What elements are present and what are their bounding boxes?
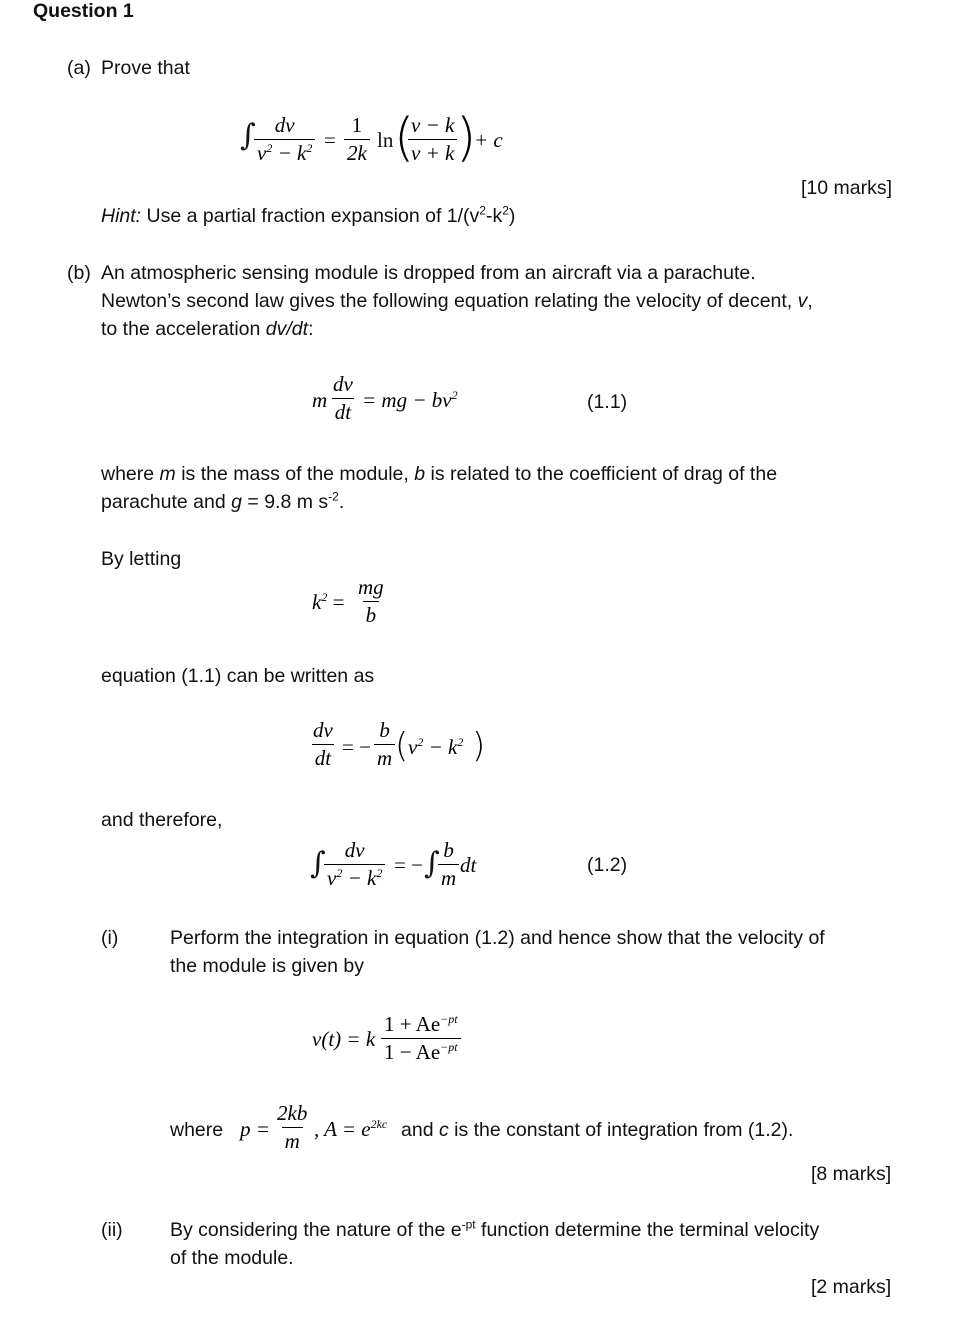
line3-text: to the acceleration [101, 318, 266, 340]
eq11-m: m [312, 388, 328, 412]
part-a-intro: Prove that [101, 57, 190, 79]
two-k: 2k [344, 139, 370, 166]
dvdt-inner: $v^2 - k^2$ [408, 735, 464, 759]
hint-label: Hint: [101, 205, 142, 227]
where2-g: g [231, 491, 242, 513]
sub-i-line1: Perform the integration in equation (1.2) and hence show that the velocity of [170, 927, 825, 949]
line2-text: Newton’s second law gives the following equation relating the velocity of decent, [101, 290, 798, 312]
bm-num: b [379, 718, 390, 742]
eq11-tag: (1.1) [587, 391, 628, 413]
sub-ii-marks: [2 marks] [811, 1276, 892, 1298]
eq12-eqneg: = − [394, 853, 423, 877]
integral-sign: ∫ [240, 118, 256, 153]
hint-text: Use a partial fraction expansion of 1/(v [146, 205, 480, 227]
velocity-symbol: v [797, 290, 808, 312]
tail-c: c [438, 1119, 449, 1141]
lhs-denominator: $v^2 - k^2$ [254, 139, 315, 166]
sub-i-label: (i) [101, 927, 119, 949]
k-symbol: k [312, 590, 322, 614]
k2-num: mg [358, 575, 384, 599]
where2-exp: -2 [328, 489, 339, 504]
part-b-line1: An atmospheric sensing module is dropped from an aircraft via a parachute. [101, 262, 756, 284]
question-title: Question 1 [33, 0, 134, 22]
inner-v: v [408, 735, 418, 759]
line2-comma: , [807, 290, 813, 312]
tail-a: and [401, 1119, 439, 1141]
p-num: 2kb [277, 1101, 308, 1125]
sub-ii-line1-a: By considering the nature of the e [170, 1219, 462, 1241]
where-line1 [101, 460, 777, 488]
fraction-half [344, 113, 370, 166]
eq11-num: dv [333, 372, 353, 396]
part-a-marks: [10 marks] [801, 177, 893, 199]
where-a: where [101, 463, 160, 485]
lhs-numerator: dv [274, 113, 295, 137]
dvdt-num: dv [313, 718, 333, 742]
dvdt-den: dt [312, 744, 334, 771]
hint-end: ) [508, 205, 516, 227]
eq12-dt: dt [460, 853, 477, 877]
eq11-rhs-text: = mg − bv [362, 388, 452, 412]
bm-den: m [374, 744, 395, 771]
sub-i-marks: [8 marks] [811, 1163, 892, 1185]
part-b-label: (b) [67, 262, 91, 284]
k2-fraction [355, 575, 387, 628]
hint: Hint: Use a partial fraction expansion of $1/(v^2-k^2)$ [101, 203, 516, 227]
sub-ii-label: (ii) [101, 1219, 123, 1241]
inner-k: − k [423, 735, 458, 759]
where-c: is related to the coefficient of drag of the [425, 463, 778, 485]
eq11-den: dt [332, 398, 354, 425]
plus-c: + c [474, 128, 503, 152]
p-fraction [274, 1101, 310, 1154]
p-eq: p = [240, 1117, 270, 1141]
part-b-line3 [101, 315, 313, 343]
sub-ii-line1 [170, 1216, 819, 1244]
dvdt-fraction [310, 718, 336, 771]
bm-fraction [374, 718, 395, 771]
sub-i-line2: the module is given by [170, 955, 365, 977]
vt-den-text: 1 − Ae [384, 1040, 441, 1064]
where-label: where [170, 1119, 224, 1141]
ln-numerator: v − k [411, 113, 455, 137]
vt-den [381, 1038, 461, 1065]
vt-num-exp: −pt [440, 1012, 458, 1026]
k2-den: b [363, 601, 380, 628]
where-bvar: b [414, 463, 426, 485]
part-b-line2 [101, 287, 813, 315]
vt-fraction [381, 1012, 461, 1065]
dvdt-paren-left: ( [395, 726, 409, 766]
k-squared: $k^2$ = [312, 590, 345, 614]
where-m: m [159, 463, 176, 485]
where2-end: . [338, 491, 345, 513]
ln-label: ln [377, 128, 394, 152]
tail-b: is the constant of integration from (1.2). [448, 1119, 794, 1141]
eq12-b: b [443, 838, 454, 862]
vt-lhs: v(t) = k [312, 1027, 376, 1051]
by-letting: By letting [101, 548, 182, 570]
where-tail [401, 1116, 793, 1144]
therefore: and therefore, [101, 809, 223, 831]
a-eq [314, 1117, 387, 1142]
where-line2 [101, 488, 344, 516]
dvdt-symbol: dv/dt [265, 318, 309, 340]
eq12-num: dv [344, 838, 365, 862]
where-b1: is the mass of the module, [175, 463, 415, 485]
line3-colon: : [308, 318, 314, 340]
eq12-fraction-right [438, 838, 459, 891]
dvdt-eq: = − [342, 735, 371, 759]
sub-ii-exp: -pt [461, 1217, 476, 1232]
integral-right: ∫ [424, 846, 440, 881]
eq11-rhs: = mg − $bv^2$ [362, 388, 458, 412]
vt-num [381, 1012, 461, 1038]
eq12-den: $v^2 - k^2$ [324, 864, 385, 891]
eq11-fraction [330, 372, 356, 425]
where2-b: = 9.8 m s [241, 491, 329, 513]
eq12-tag: (1.2) [587, 854, 628, 876]
vt-den-exp: −pt [440, 1040, 458, 1054]
eq-written: equation (1.1) can be written as [101, 665, 375, 687]
a-eq-text: , A = e [314, 1117, 371, 1141]
equals-sign: = [324, 128, 336, 152]
where2-a: parachute and [101, 491, 232, 513]
eq12-m: m [438, 864, 459, 891]
p-den: m [282, 1127, 303, 1154]
ln-denominator: v + k [408, 139, 457, 166]
sub-ii-line1-b: function determine the terminal velocity [475, 1219, 820, 1241]
a-exp: 2kc [370, 1117, 388, 1131]
paren-right: ) [456, 108, 477, 168]
eq12-fraction-left [324, 838, 385, 891]
fraction-ln [408, 113, 457, 166]
hint-mid: -k [485, 205, 503, 227]
dvdt-paren-right: ) [472, 726, 486, 766]
fraction-lhs [254, 113, 315, 166]
vt-num-text: 1 + Ae [384, 1012, 441, 1036]
sub-ii-line2: of the module. [170, 1247, 294, 1269]
integral-left: ∫ [310, 846, 326, 881]
part-a-label: (a) [67, 57, 91, 79]
paren-left: ( [394, 108, 415, 168]
one: 1 [351, 113, 363, 137]
